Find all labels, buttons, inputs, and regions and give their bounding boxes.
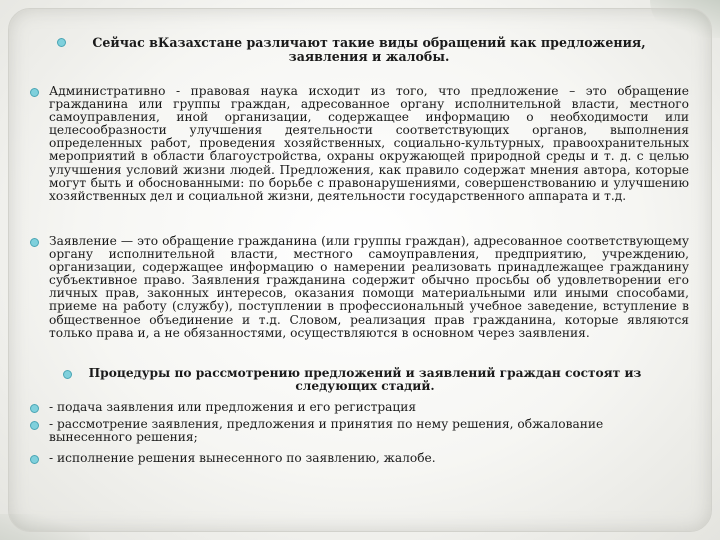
slide-heading: Сейчас вКазахстане различают такие виды обращений как предложения, заявления и жалобы. <box>92 35 646 64</box>
bullet-icon <box>63 370 72 379</box>
stage-item: - исполнение решения вынесенного по заявлению, жалобе. <box>49 451 436 465</box>
procedures-heading: Процедуры по рассмотрению предложений и заявлений граждан состоят из следующих стадий. <box>88 366 642 394</box>
bullet-icon <box>30 421 39 430</box>
bullet-icon <box>30 88 39 97</box>
paragraph-proposal: Административно - правовая наука исходит из того, что предложение – это обращение гражданина или группы граждан, адресованное органу исполнительной власти, местного самоуправления, иной организации, содержащее информацию о необходимости или целесообразности улучшения деятельности соответствующих органов, выполнения определенных работ, проведения хозяйственных, социально-культурных, правоохранительных мероприятий в области благоустройства, охраны окружающей природной среды и т. д. с целью улучшения условий жизни людей. Предложения, как правило содержат мнения автора, которые могут быть и обоснованными: по борьбе с правонарушениями, совершенствованию и улучшению хозяйственных дел и социальной жизни, деятельности государственного аппарата и т.д. <box>49 84 689 203</box>
bullet-icon <box>30 238 39 247</box>
stage-item: - рассмотрение заявления, предложения и принятия по нему решения, обжалование вынесенного решения; <box>49 417 604 445</box>
bullet-icon <box>30 404 39 413</box>
bullet-icon <box>57 38 66 47</box>
stage-item: - подача заявления или предложения и его регистрация <box>49 400 417 414</box>
paragraph-statement: Заявление — это обращение гражданина (или группы граждан), адресованное соответствующему органу исполнительной власти, местного самоуправления, предприятию, учреждению, организации, содержащее информацию о намерении реализовать принадлежащее гражданину субъективное право. Заявления гражданина содержит обычно просьбы об удовлетворении его личных прав, законных интересов, оказания помощи материальными или иными способами, приеме на работу (службу), поступлении в профессиональный учебное заведение, вступление в общественное объединение и т.д. Словом, реализация прав гражданина, которые являются только права и, а не обязанностями, осуществляются в основном через заявления. <box>49 234 689 340</box>
bullet-icon <box>30 455 39 464</box>
